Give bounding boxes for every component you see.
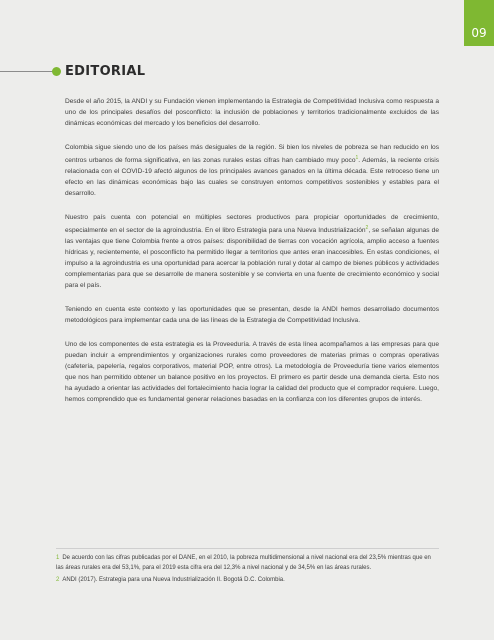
footnote-2 — [56, 575, 439, 585]
paragraph-2-part-b: . Además, la reciente crisis relacionada con el COVID-19 afectó algunos de los principales avances ganados en la última década. Este retroceso tiene un efecto en las dinámicas económicas bajo las cuales se construyen entornos competitivos sostenibles y estables para el desarrollo. — [65, 157, 439, 198]
title-rule — [0, 71, 56, 72]
bullet-dot-icon — [52, 67, 61, 76]
page-number: 09 — [464, 0, 494, 46]
paragraph-3-part-b: , se señalan algunas de las ventajas que tiene Colombia frente a otros países: disponibilidad de tierras con vocación agrícola, amplio acceso a fuentes hídricas y, recientemente, el posconflicto ha permitido llegar a territorios que antes eran inaccesibles. En estas condiciones, el impulso a la agroindustria es una oportunidad para acercar la población rural y dotar al campo de bienes públicos y actividades complementarias para que se desarrolle de manera sostenible y se convierta en una fuente de crecimiento económico y social para el país. — [65, 227, 440, 290]
paragraph-1: Desde el año 2015, la ANDI y su Fundación vienen implementando la Estrategia de Competitividad Inclusiva como respuesta a uno de los principales desafíos del posconflicto: la inclusión de poblaciones y territorios tradicionalmente excluidos de las dinámicas económicas del mercado y los beneficios del desarrollo. — [65, 98, 439, 127]
paragraph-3 — [65, 212, 439, 291]
paragraph-2 — [65, 142, 439, 199]
footnote-1 — [56, 553, 439, 573]
footnote-1-text: De acuerdo con las cifras publicadas por el DANE, en el 2010, la pobreza multidimensional a nivel nacional era del 23,5% mientras que en las áreas rurales era del 53,1%, para el 2019 esta cifra era del 12,3% a nivel nacional y de 34,5% en las áreas rurales. — [56, 555, 431, 571]
footnote-ref-2: 2 — [365, 225, 369, 232]
paragraph-3-part-a: Nuestro país cuenta con potencial en múltiples sectores productivos para propiciar oportunidades de crecimiento, especialmente en el sector de la agroindustria. En el libro Estrategia para una Nueva Industrialización — [65, 214, 439, 235]
paragraph-5: Uno de los componentes de esta estrategia es la Proveeduría. A través de esta línea acompañamos a las empresas para que puedan incluir a emprendimientos y organizaciones rurales como proveedores de materias primas o compras operativas (cafetería, papelería, regalos corporativos, material POP, entre otros). La metodología de Proveeduría tiene varios elementos que nos han permitido obtener un balance positivo en los proyectos. El primero es partir desde una demanda cierta. Esto nos ha ayudado a orientar las actividades del fortalecimiento hacia lograr la calidad del producto que el comprador requiere. Luego, hemos comprendido que es fundamental generar relaciones basadas en la confianza con los diferentes grupos de interés. — [65, 341, 439, 404]
paragraph-4: Teniendo en cuenta este contexto y las oportunidades que se presentan, desde la ANDI hemos desarrollado documentos metodológicos para implementar cada una de las líneas de la Estrategia de Competitividad Inclusiva. — [65, 306, 439, 325]
footnotes — [56, 553, 439, 587]
footnote-2-text: ANDI (2017). Estrategia para una Nueva Industrialización II. Bogotá D.C. Colombia. — [62, 577, 285, 583]
paragraph-2-part-a: Colombia sigue siendo uno de los países más desiguales de la región. Si bien los niveles de pobreza se han reducido en los centros urbanos de forma significativa, en las zonas rurales estas cifras han cambiado muy poco — [65, 144, 439, 165]
footnote-2-number: 2 — [56, 577, 60, 583]
article-body — [65, 96, 439, 418]
footnote-divider — [56, 548, 439, 549]
page-title: EDITORIAL — [65, 64, 146, 79]
footnote-ref-1: 1 — [355, 155, 359, 161]
footnote-1-number: 1 — [56, 555, 60, 561]
section-header — [0, 64, 494, 80]
